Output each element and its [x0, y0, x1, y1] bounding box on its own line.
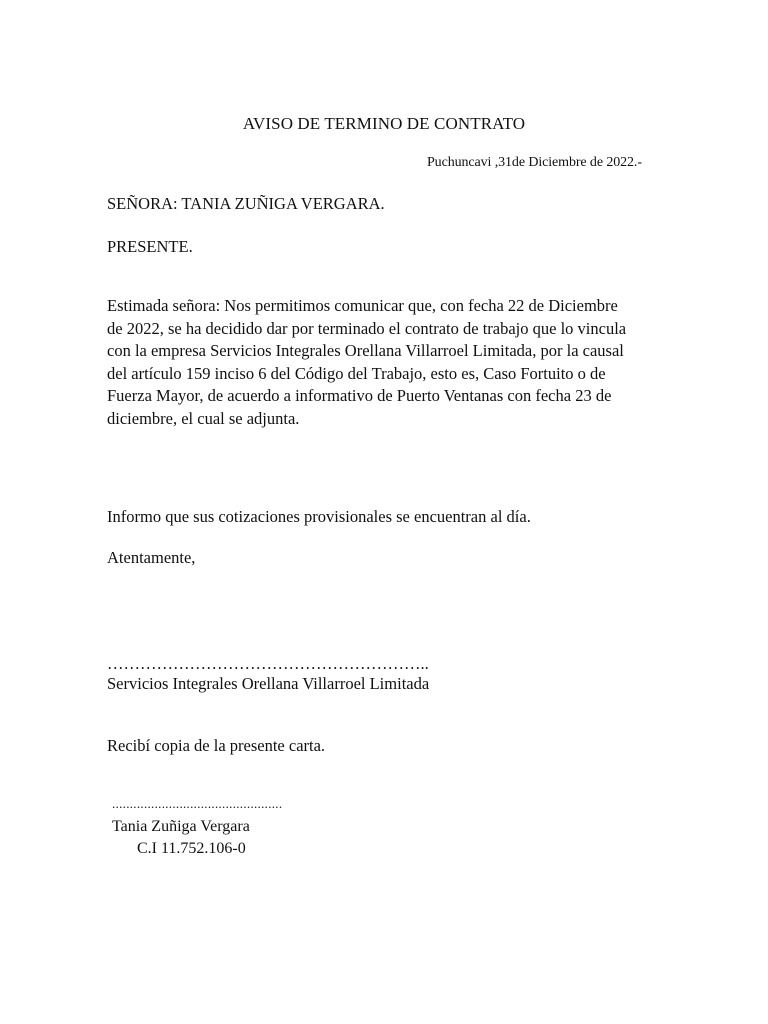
document-title: AVISO DE TERMINO DE CONTRATO	[242, 114, 526, 133]
receipt-signature-line: ................................................	[112, 796, 283, 811]
body-line: de 2022, se ha decidido dar por terminado el contrato de trabajo que lo vincula	[107, 318, 627, 338]
recipient-line: SEÑORA: TANIA ZUÑIGA VERGARA.	[107, 194, 385, 213]
company-name: Servicios Integrales Orellana Villarroel Limitada	[107, 674, 430, 693]
receiver-name: Tania Zuñiga Vergara	[112, 818, 250, 835]
signature-line: …………………………………………………..	[107, 654, 429, 673]
date-line: Puchuncavi ,31de Diciembre de 2022.-	[427, 155, 642, 170]
receipt-line: Recibí copia de la presente carta.	[107, 736, 326, 755]
body-line: Estimada señora: Nos permitimos comunicar que, con fecha 22 de Diciembre	[107, 296, 618, 315]
body-line: con la empresa Servicios Integrales Orellana Villarroel Limitada, por la causal	[107, 341, 624, 361]
letter-body	[107, 295, 667, 431]
presente-line: PRESENTE.	[107, 237, 193, 256]
body-line: diciembre, el cual se adjunta.	[107, 408, 300, 428]
receiver-id: C.I 11.752.106-0	[137, 840, 246, 857]
informo-paragraph: Informo que sus cotizaciones provisionales se encuentran al día.	[107, 507, 531, 526]
body-line: Fuerza Mayor, de acuerdo a informativo de Puerto Ventanas con fecha 23 de	[107, 386, 612, 406]
body-line: del artículo 159 inciso 6 del Código del Trabajo, esto es, Caso Fortuito o de	[107, 363, 606, 383]
closing-line: Atentamente,	[107, 548, 196, 567]
